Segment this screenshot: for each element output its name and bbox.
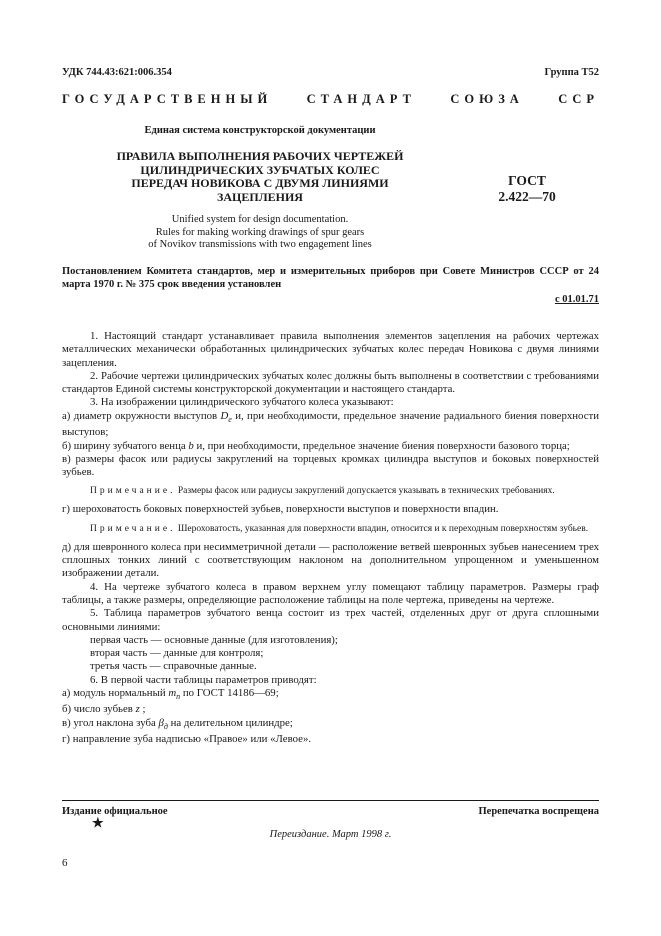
- clause-3v: в) размеры фасок или радиусы закруглений на торцевых кромках цилиндра выступов и боковых поверхностей зубьев.: [62, 452, 599, 479]
- reprint-prohibited: Перепечатка воспрещена: [478, 806, 599, 817]
- clause-5-part2: вторая часть — данные для контроля;: [90, 647, 264, 660]
- clause-1: 1. Настоящий стандарт устанавливает правила выполнения элементов зацепления на рабочих чертежах металлических механически обработанных цилиндрических зубчатых колес передач Новикова с двумя линиями зацепления.: [62, 330, 599, 369]
- clause-6c: в) угол наклона зуба $\beta_д$ на делительном цилиндре;: [62, 716, 293, 731]
- english-line-3: of Novikov transmissions with two engagement lines: [148, 239, 372, 250]
- clause-5: 5. Таблица параметров зубчатого венца состоит из трех частей, отделенных друг от друга сплошными основными линиями:: [62, 607, 599, 633]
- clause-4: 4. На чертеже зубчатого колеса в правом верхнем углу помещают таблицу параметров. Размеры граф таблицы, а также размеры, определяющие расположение таблицы на поле чертежа, приведены на чертеже.: [62, 580, 599, 606]
- decree-text: Постановлением Комитета стандартов, мер и измерительных приборов при Совете Министров СССР от 24 марта 1970 г. № 375 срок введения установлен: [62, 266, 599, 290]
- clause-3d: д) для шевронного колеса при несимметричной детали — расположение ветвей шевронных зубьев нанесением трех сплошных тонких линий с соответствующим наклоном на дополнительном упрощенном и уменьшенном изображении детали.: [62, 540, 599, 580]
- reissue-note: Переиздание. Март 1998 г.: [269, 829, 392, 840]
- group-code: Группа Т52: [544, 67, 599, 78]
- clause-3g: г) шероховатость боковых поверхностей зубьев, поверхности выступов и поверхности впадин.: [62, 503, 499, 516]
- note-1: Примечание. Размеры фасок или радиусы закруглений допускается указывать в технических требованиях.: [90, 486, 555, 497]
- gost-designation: [482, 173, 572, 205]
- state-word-2: СТАНДАРТ: [306, 92, 416, 106]
- clause-5-part3: третья часть — справочные данные.: [90, 660, 257, 673]
- title-line-2: ЦИЛИНДРИЧЕСКИХ ЗУБЧАТЫХ КОЛЕС: [140, 162, 380, 177]
- note-2: Примечание. Шероховатость, указанная для поверхности впадин, относится и к переходным поверхностям зубьев.: [90, 523, 589, 534]
- clause-2: 2. Рабочие чертежи цилиндрических зубчатых колес должны быть выполнены в соответствии с требованиями стандартов Единой системы конструкторской документации и настоящего стандарта.: [62, 369, 599, 396]
- clause-6d: г) направление зуба надписью «Правое» или «Левое».: [62, 733, 312, 746]
- footer-divider: [62, 800, 599, 801]
- gost-number: 2.422—70: [498, 189, 556, 204]
- clause-3a: а) диаметр окружности выступов $D_е$ и, при необходимости, предельное значение радиального биения поверхности выступов;: [62, 409, 599, 439]
- state-word-1: ГОСУДАРСТВЕННЫЙ: [62, 92, 273, 106]
- english-line-2: Rules for making working drawings of spur gears: [155, 226, 365, 238]
- star-icon: ★: [92, 815, 104, 830]
- english-line-1: Unified system for design documentation.: [171, 214, 349, 225]
- clause-3b: б) ширину зубчатого венца b и, при необходимости, предельное значение биения поверхности базового торца;: [62, 439, 570, 452]
- clause-3: 3. На изображении цилиндрического зубчатого колеса указывают:: [90, 396, 394, 409]
- state-standard-heading: [62, 92, 599, 107]
- standard-body: [62, 330, 599, 746]
- state-word-3: СОЮЗА: [450, 92, 524, 106]
- title-line-3: ПЕРЕДАЧ НОВИКОВА С ДВУМЯ ЛИНИЯМИ: [131, 176, 389, 190]
- official-edition: Издание официальное: [62, 806, 168, 817]
- clause-5-part1: первая часть — основные данные (для изготовления);: [90, 633, 338, 646]
- state-word-4: ССР: [558, 92, 599, 106]
- title-line-4: ЗАЦЕПЛЕНИЯ: [217, 189, 303, 204]
- page-number: 6: [62, 857, 68, 869]
- gost-label: ГОСТ: [508, 173, 546, 188]
- system-name: Единая система конструкторской документации: [144, 125, 376, 136]
- document-title: [90, 150, 430, 204]
- clause-6: 6. В первой части таблицы параметров приводят:: [90, 673, 317, 686]
- effective-date: с 01.01.71: [554, 294, 599, 305]
- clause-6a: а) модуль нормальный $m_n$ по ГОСТ 14186—69;: [62, 686, 279, 702]
- english-title: [90, 214, 430, 252]
- title-line-1: ПРАВИЛА ВЫПОЛНЕНИЯ РАБОЧИХ ЧЕРТЕЖЕЙ: [116, 149, 404, 163]
- udk-code: УДК 744.43:621:006.354: [62, 67, 172, 78]
- clause-6b: б) число зубьев z ;: [62, 703, 146, 716]
